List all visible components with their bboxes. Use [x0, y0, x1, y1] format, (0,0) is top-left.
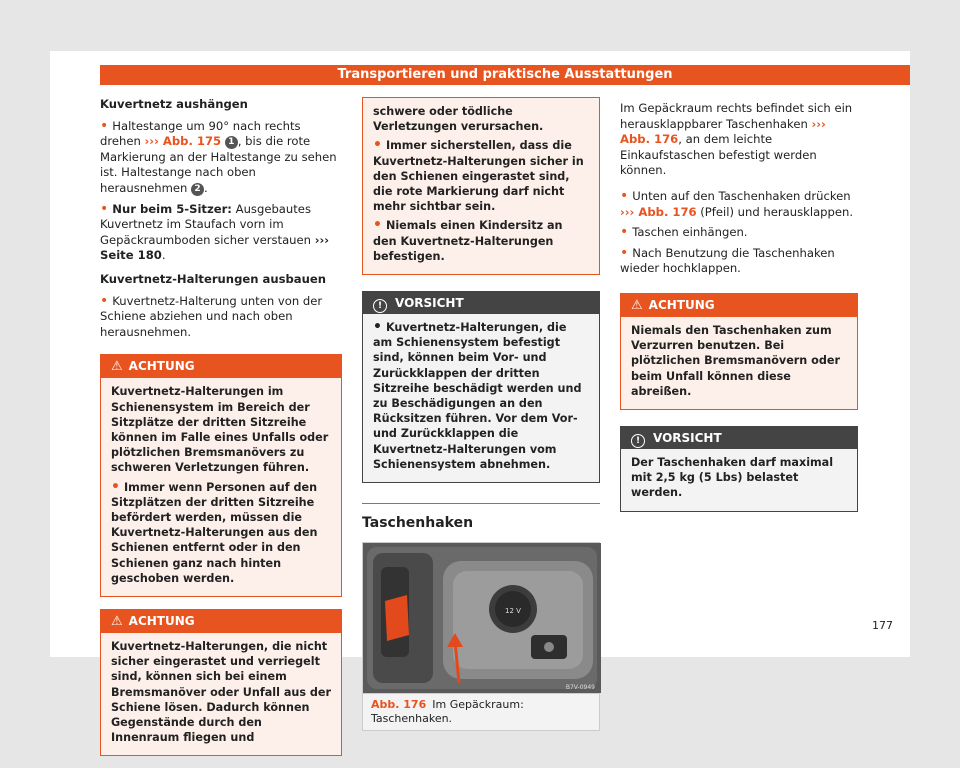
heading-kuvertnetz-aushaengen: Kuvertnetz aushängen: [100, 97, 248, 111]
info-circle-icon: !: [631, 434, 645, 448]
caution-header: ! VORSICHT: [363, 292, 599, 314]
caution-body: • Kuvertnetz-Halterungen, die am Schienensystem befestigt sind, können beim Vor- und Zurückklappen der dritten Sitzreihe beschädigt werden und zu Beschädigungen an den Rücksitzen führen. Vor dem Vor- und Zurückklappen die Kuvertnetz-Halterungen vom Schienensystem abnehmen.: [363, 314, 599, 482]
warning-header: ⚠ ACHTUNG: [101, 610, 341, 633]
caution-header: ! VORSICHT: [621, 427, 857, 449]
caution-box-2: [620, 426, 858, 512]
section-title-taschenhaken: Taschenhaken: [362, 503, 600, 532]
bullet-icon: •: [100, 117, 109, 134]
bullet-icon: •: [620, 187, 629, 204]
warning-triangle-icon: ⚠: [111, 359, 123, 375]
figure-link[interactable]: ››› Abb. 176: [620, 116, 826, 147]
bullet-icon: •: [373, 137, 382, 154]
warning-triangle-icon: ⚠: [631, 297, 643, 313]
caution-box-1: [362, 291, 600, 483]
manual-page: [50, 51, 910, 745]
heading-halterungen-ausbauen: Kuvertnetz-Halterungen ausbauen: [100, 271, 326, 286]
column-left: [100, 97, 342, 768]
caution-body: Der Taschenhaken darf maximal mit 2,5 kg (5 Lbs) belastet werden.: [621, 449, 857, 511]
warning-header: ⚠ ACHTUNG: [101, 355, 341, 378]
warning-triangle-icon: ⚠: [111, 613, 123, 629]
bullet-icon: •: [620, 224, 629, 241]
warning-box-1: [100, 354, 342, 597]
page-link[interactable]: ››› Seite 180: [100, 232, 330, 263]
socket-label: 12 V: [505, 606, 521, 615]
warning-body: Niemals den Taschenhaken zum Verzurren benutzen. Bei plötzlichen Bremsmanövern oder beim Unfall können diese abreißen.: [621, 317, 857, 409]
step-halterung-abziehen: • Kuvertnetz-Halterung unten von der Schiene abziehen und nach oben herausnehmen.: [100, 292, 323, 339]
callout-2: 2: [191, 183, 204, 196]
warning-box-3: [620, 293, 858, 410]
column-middle: [362, 97, 600, 731]
warning-box-2: [100, 609, 342, 756]
intro-taschenhaken: Im Gepäckraum rechts befindet sich ein herausklappbarer Taschenhaken ››› Abb. 176, an dem leichte Einkaufstaschen befestigt werden können.: [620, 101, 853, 178]
bullet-icon: •: [100, 200, 109, 217]
figure-176: [362, 542, 600, 731]
column-right: [620, 101, 858, 524]
bullet-icon: •: [373, 319, 382, 336]
figure-link[interactable]: ››› Abb. 175: [144, 134, 222, 149]
info-circle-icon: !: [373, 299, 387, 313]
warning-body: Kuvertnetz-Halterungen, die nicht sicher eingerastet und verriegelt sind, können sich bei einem Bremsmanöver oder Unfall aus der Schiene lösen. Dadurch können Gegenstände durch den Innenraum fliegen und: [101, 633, 341, 755]
bullet-icon: •: [100, 292, 109, 309]
step-5-sitzer: • Nur beim 5-Sitzer: Ausgebautes Kuvertnetz im Staufach vorn im Gepäckraumboden sicher verstauen ››› Seite 180.: [100, 200, 330, 263]
step-haltestange: • Haltestange um 90° nach rechts drehen ››› Abb. 175 1 , bis die rote Markierung an der Haltestange zu sehen ist. Haltestange nach oben herausnehmen 2 .: [100, 117, 337, 195]
warning-box-continued: [362, 97, 600, 275]
warning-header: ⚠ ACHTUNG: [621, 294, 857, 317]
warning-body: Kuvertnetz-Halterungen im Schienensystem im Bereich der Sitzplätze der dritten Sitzreihe können im Falle eines Unfalls oder plötzlichen Bremsmanövers zu schweren Verletzungen führen. • Immer wenn Personen auf den Sitzplätzen der dritten Sitzreihe befördert werden, müssen die Kuvertnetz-Halterungen aus den Schienen entfernt oder in den Schienen ganz nach hinten geschoben werden.: [101, 378, 341, 596]
step-hochklappen: • Nach Benutzung die Taschenhaken wieder hochklappen.: [620, 244, 835, 276]
figure-caption: Abb. 176 Im Gepäckraum: Taschenhaken.: [363, 693, 599, 730]
step-druecken: • Unten auf den Taschenhaken drücken ››› Abb. 176 (Pfeil) und herausklappen.: [620, 187, 854, 219]
bullet-icon: •: [620, 244, 629, 261]
figure-code: B7V-0949: [565, 683, 595, 691]
step-einhaengen: • Taschen einhängen.: [620, 224, 748, 241]
figure-link[interactable]: ››› Abb. 176: [620, 204, 697, 219]
bullet-icon: •: [111, 478, 120, 495]
bullet-icon: •: [373, 217, 382, 234]
page-number: 177: [872, 619, 893, 632]
callout-1: 1: [225, 136, 238, 149]
figure-number: Abb. 176: [371, 697, 427, 711]
trunk-hook-illustration: [363, 543, 601, 693]
warning-body: schwere oder tödliche Verletzungen verursachen. • Immer sicherstellen, dass die Kuvertnetz-Halterungen sicher in den Schienen eingerastet sind, die rote Markierung darf nicht mehr sichtbar sein. • Niemals einen Kindersitz an den Kuvertnetz-Halterungen befestigen.: [363, 98, 599, 274]
chapter-header: Transportieren und praktische Ausstattungen: [100, 65, 910, 85]
